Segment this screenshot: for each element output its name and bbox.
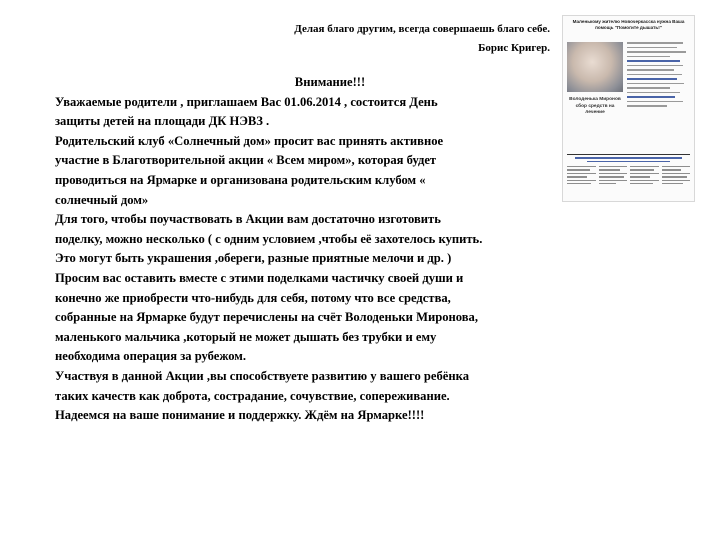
letter-line: поделку, можно несколько ( с одним условием ,чтобы её захотелось купить. [55, 231, 483, 246]
letter-line: участие в Благотворительной акции « Всем миром», которая будет [55, 153, 437, 168]
poster-title: Маленькому жителю Новочеркасска нужна Ваша помощь "Помогите дышать!" [572, 19, 685, 30]
letter-line: собранные на Ярмарке будут перечислены на счёт Володеньки Миронова, [55, 310, 479, 325]
epigraph-author: Борис Кригер. [478, 42, 550, 54]
letter-body [55, 73, 555, 426]
poster-bank-header [567, 154, 690, 165]
letter-line: маленького мальчика ,который не может дышать без трубки и ему [55, 329, 437, 344]
letter-line: проводиться на Ярмарке и организована родительским клубом « [55, 172, 426, 187]
letter-heading: Внимание!!! [294, 75, 366, 89]
letter-line: Родительский клуб «Солнечный дом» просит вас принять активное [55, 133, 444, 148]
letter-line: Просим вас оставить вместе с этими поделками частичку своей души и [55, 270, 464, 285]
letter-line: необходима операция за рубежом. [55, 349, 246, 364]
poster-bank-details [567, 166, 690, 198]
letter-line: Уважаемые родители , приглашаем Вас 01.06.2014 , состоится День [55, 94, 438, 109]
child-photo [567, 42, 623, 92]
epigraph [150, 20, 550, 58]
letter-line: Участвуя в данной Акции ,вы способствуете развитию у вашего ребёнка [55, 368, 470, 383]
letter-line: Для того, чтобы поучаствовать в Акции вам достаточно изготовить [55, 212, 441, 227]
letter-line: Надеемся на ваше понимание и поддержку. Ждём на Ярмарке!!!! [55, 408, 425, 423]
poster-text-block [627, 42, 689, 110]
letter-line: Это могут быть украшения ,обереги, разные приятные мелочи и др. ) [55, 251, 452, 266]
letter-line: конечно же приобрести что-нибудь для себя, потому что все средства, [55, 290, 451, 305]
letter-line: защиты детей на площади ДК НЭВЗ . [55, 114, 270, 129]
letter-line: таких качеств как доброта, сострадание, сочувствие, сопереживание. [55, 388, 450, 403]
epigraph-quote: Делая благо другим, всегда совершаешь благо себе. [294, 23, 550, 35]
letter-line: солнечный дом» [55, 192, 149, 207]
charity-poster-thumbnail [562, 15, 695, 202]
poster-caption: Володенька Миронов сбор средств на лечение [569, 97, 621, 116]
